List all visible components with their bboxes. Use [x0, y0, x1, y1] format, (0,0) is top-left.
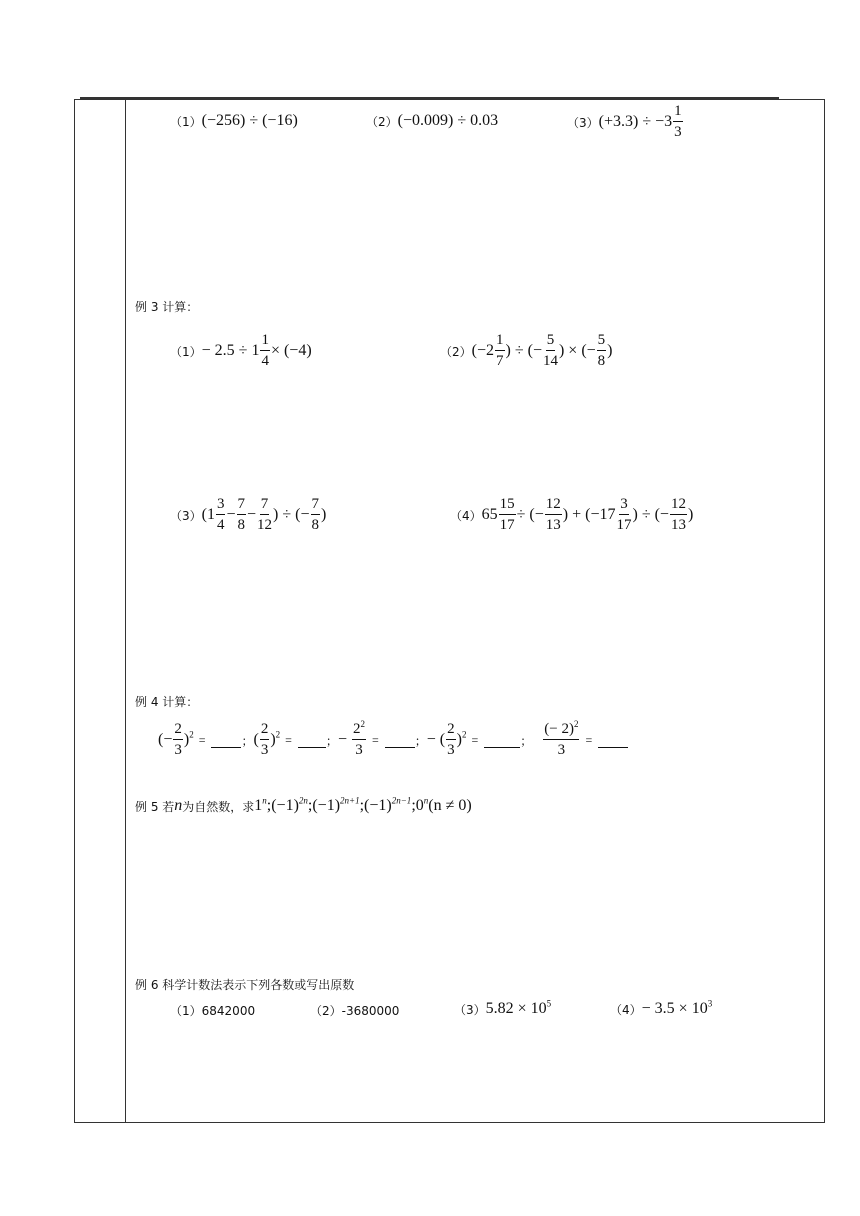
- fraction: $\frac{1}{4}$: [261, 332, 269, 369]
- ex3-problem-2: （2） (−2 $\frac{1}{7}$ ) ÷ (− $\frac{5}{14}$ ) × (− $\frac{5}{8}$ ): [440, 332, 613, 369]
- problem-label: （1）: [170, 1004, 202, 1018]
- problem-label: （4）: [610, 1002, 642, 1017]
- table-border-top: [74, 99, 825, 100]
- example-4-title: 例 4 计算：: [135, 695, 199, 709]
- top-problem-3: [567, 104, 684, 140]
- ex3-problem-3: （3） (1 $\frac{3}{4}$ − $\frac{7}{8}$ − $\frac{7}{12}$ ) ÷ (− $\frac{7}{8}$ ): [170, 496, 327, 533]
- table-border-right: [824, 99, 825, 1123]
- ex6-problem-2: （2） -3680000: [310, 1003, 400, 1018]
- ex6-problem-1: （1） 6842000: [170, 1003, 256, 1018]
- fraction: $\frac{7}{8}$: [237, 496, 245, 533]
- fraction: $\frac{2^2}{3}$: [352, 719, 365, 758]
- fraction: $\frac{1}{3}$: [674, 103, 682, 140]
- problem-label: （2）: [440, 344, 472, 359]
- ex4-row: (− $\frac{2}{3}$ )$^2$ = ； ( $\frac{2}{3}$ )$^2$ = ； − $\frac{2^2}{3}$ = ； − ( $\frac{2}{3}$ )$^2$ = ； $\frac{(- 2)^2}{3}$ =: [158, 722, 628, 758]
- fraction: $\frac{7}{8}$: [311, 496, 319, 533]
- fraction: $\frac{(- 2)^2}{3}$: [544, 719, 579, 758]
- answer-blank[interactable]: [298, 733, 326, 748]
- ex6-problem-4: （4） − $3.5 \times 10^3$: [610, 998, 713, 1017]
- top-problem-1: [170, 112, 298, 130]
- problem-label: （3）: [170, 508, 202, 523]
- problem-label: （3）: [454, 1002, 486, 1017]
- fraction: $\frac{2}{3}$: [260, 721, 269, 758]
- answer-blank[interactable]: [484, 733, 520, 748]
- problem-label: （2）: [310, 1004, 342, 1018]
- table-border-bottom: [74, 1122, 825, 1123]
- fraction: $\frac{3}{4}$: [216, 496, 225, 533]
- ex3-problem-1: （1） − 2.5 ÷ 1 $\frac{1}{4}$ × (−4): [170, 332, 312, 369]
- fraction: $\frac{5}{14}$: [542, 332, 558, 369]
- problem-label: （3）: [567, 115, 599, 130]
- answer-blank[interactable]: [598, 733, 628, 748]
- fraction: $\frac{7}{12}$: [257, 496, 273, 533]
- top-problem-2: [366, 112, 498, 130]
- example-5: 例 5 若 n 为自然数，求 1$^n$ $;(-1)^{2n}$ $;(-1)^{2n+1}$ $;(-1)^{2n-1}$ ;0$^n$ (n ≠ 0): [135, 795, 472, 814]
- problem-label: （4）: [450, 508, 482, 523]
- problem-expression: (−0.009) ÷ 0.03: [397, 112, 499, 129]
- fraction: $\frac{12}{13}$: [545, 496, 561, 533]
- problem-expression: (−256) ÷ (−16): [201, 112, 298, 129]
- answer-blank[interactable]: [211, 733, 241, 748]
- example-3-title: 例 3 计算：: [135, 300, 199, 314]
- fraction: $\frac{2}{3}$: [174, 721, 182, 758]
- fraction: $\frac{1}{7}$: [496, 332, 504, 369]
- answer-blank[interactable]: [385, 733, 415, 748]
- ex6-problem-3: （3） $5.82 \times 10^5$: [454, 998, 552, 1017]
- problem-label: （2）: [366, 114, 398, 129]
- fraction: $\frac{15}{17}$: [499, 496, 515, 533]
- ex3-problem-4: （4） 65 $\frac{15}{17}$ ÷ (− $\frac{12}{13}$ ) + (−17 $\frac{3}{17}$ ) ÷ (− $\frac{12}{13}$ ): [450, 496, 694, 533]
- problem-label: （1）: [170, 114, 202, 129]
- problem-expression: (+3.3) ÷ −3: [598, 113, 673, 130]
- fraction: $\frac{3}{17}$: [616, 496, 632, 533]
- table-border-left: [74, 99, 75, 1123]
- fraction: $\frac{2}{3}$: [447, 721, 455, 758]
- example-6-title: 例 6 科学计数法表示下列各数或写出原数: [135, 978, 355, 992]
- table-divider: [125, 99, 126, 1123]
- fraction: $\frac{12}{13}$: [670, 496, 686, 533]
- fraction: $\frac{5}{8}$: [597, 332, 606, 369]
- problem-label: （1）: [170, 344, 202, 359]
